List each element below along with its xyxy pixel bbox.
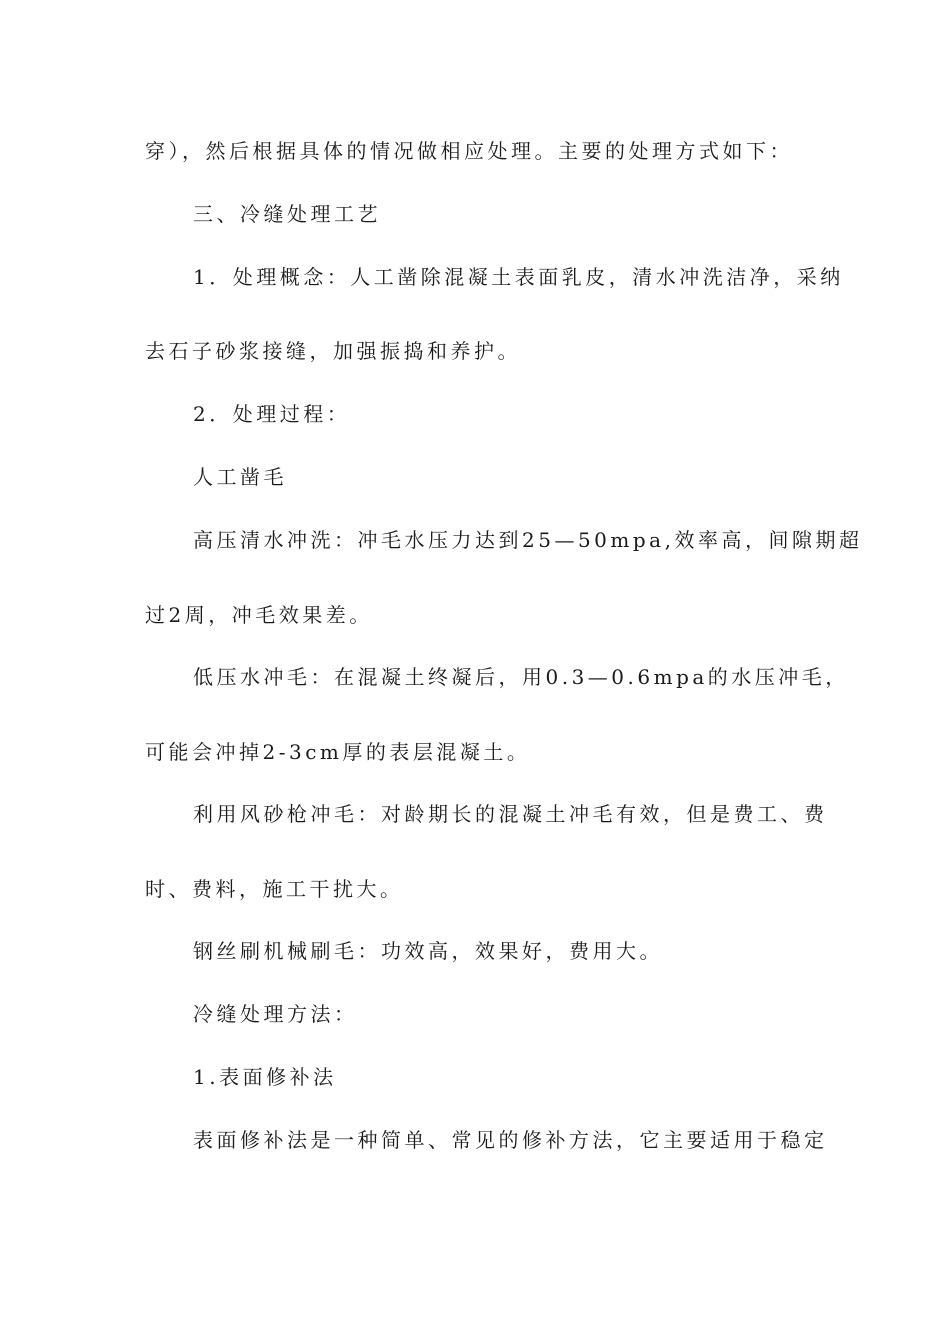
paragraph-line: 穿），然后根据具体的情况做相应处理。主要的处理方式如下： (145, 139, 793, 163)
paragraph-line: 低压水冲毛：在混凝土终凝后，用0.3—0.6mpa的水压冲毛， (193, 665, 849, 689)
subsection-heading: 1.表面修补法 (193, 1065, 337, 1089)
paragraph-line: 高压清水冲洗：冲毛水压力达到25—50mpa,效率高，间隙期超 (193, 528, 863, 552)
paragraph-line: 利用风砂枪冲毛：对龄期长的混凝土冲毛有效，但是费工、费 (193, 802, 828, 826)
paragraph-line: 2．处理过程： (193, 402, 351, 426)
paragraph-line: 人工凿毛 (193, 465, 287, 489)
paragraph-line: 钢丝刷机械刷毛：功效高，效果好，费用大。 (193, 939, 663, 963)
section-heading: 三、冷缝处理工艺 (193, 202, 381, 226)
paragraph-line: 可能会冲掉2-3cm厚的表层混凝土。 (145, 740, 531, 764)
paragraph-line: 冷缝处理方法： (193, 1002, 358, 1026)
paragraph-line: 过2周，冲毛效果差。 (145, 603, 373, 627)
paragraph-line: 1．处理概念：人工凿除混凝土表面乳皮，清水冲洗洁净，采纳 (193, 265, 844, 289)
paragraph-line: 去石子砂浆接缝，加强振捣和养护。 (145, 339, 521, 363)
paragraph-line: 表面修补法是一种简单、常见的修补方法，它主要适用于稳定 (193, 1128, 828, 1152)
paragraph-line: 时、费料，施工干扰大。 (145, 877, 404, 901)
